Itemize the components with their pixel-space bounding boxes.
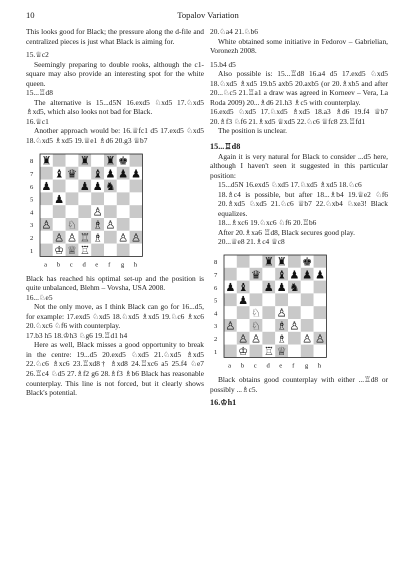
file-label: f	[108, 260, 111, 268]
chess-piece-d8: ♜	[263, 255, 274, 269]
chess-piece-f8: ♜	[105, 154, 116, 168]
chess-piece-h7: ♟	[130, 166, 142, 180]
move-line: 20.♘a4 21.♘b6	[210, 27, 258, 36]
board-square	[224, 345, 237, 358]
file-label: a	[44, 260, 48, 268]
chess-piece-e3: ♗	[92, 218, 103, 232]
chess-piece-e1: ♕	[276, 345, 287, 359]
board-square	[78, 166, 91, 179]
board-square	[104, 205, 117, 218]
chess-piece-e8: ♜	[276, 255, 287, 269]
chess-piece-a6: ♟	[41, 179, 52, 193]
board-square	[117, 205, 130, 218]
chess-piece-e4: ♙	[276, 306, 287, 320]
board-square	[314, 293, 327, 306]
chess-piece-c3: ♘	[66, 218, 78, 232]
move-line: 16.♕c1	[26, 116, 49, 126]
chess-board	[26, 152, 150, 270]
rank-label: 3	[30, 221, 34, 229]
board-square	[40, 205, 53, 218]
chess-piece-e6: ♟	[276, 281, 287, 295]
chess-piece-c2: ♙	[66, 230, 78, 244]
chess-piece-g2: ♙	[118, 230, 129, 244]
running-title: Topalov Variation	[177, 10, 239, 20]
rank-label: 4	[214, 310, 218, 318]
board-square	[91, 192, 104, 205]
paragraph: After 20.♗xa6 ♖d8, Black secures good play.	[218, 227, 355, 237]
file-label: a	[228, 362, 232, 370]
left-column	[26, 27, 204, 398]
chess-piece-a6: ♟	[225, 281, 236, 295]
file-label: h	[133, 260, 137, 268]
paragraph: This looks good for Black; the pressure along the d-file and centralized pieces is just what Black is aiming for.	[26, 27, 204, 46]
board-square	[288, 306, 301, 319]
board-square	[130, 243, 143, 256]
board-square	[224, 293, 237, 306]
board-square	[262, 306, 275, 319]
rank-label: 5	[30, 196, 34, 204]
board-square	[301, 293, 314, 306]
chess-piece-b2: ♙	[54, 230, 65, 244]
board-square	[130, 192, 143, 205]
chess-piece-c7: ♛	[250, 268, 262, 282]
chess-piece-g7: ♟	[118, 166, 129, 180]
paragraph: Again it is very natural for Black to consider ...d5 here, although I haven't seen it suggested in this particular position:	[210, 151, 388, 180]
file-label: e	[279, 362, 283, 370]
chess-piece-a3: ♙	[41, 218, 52, 232]
chess-piece-e7: ♝	[92, 166, 103, 180]
board-square	[288, 345, 301, 358]
chess-piece-c3: ♘	[250, 319, 262, 333]
board-square	[262, 293, 275, 306]
file-label: d	[82, 260, 86, 268]
board-square	[104, 243, 117, 256]
board-square	[91, 243, 104, 256]
board-square	[117, 192, 130, 205]
board-square	[130, 205, 143, 218]
chess-piece-h2: ♙	[130, 230, 142, 244]
board-square	[250, 255, 263, 268]
move-line: 18...♗xc6 19.♘xc6 ♘f6 20.♖b6	[218, 218, 317, 228]
chess-piece-d8: ♜	[79, 154, 90, 168]
chess-piece-b5: ♟	[238, 293, 249, 307]
chess-piece-g8: ♚	[302, 255, 313, 269]
chess-piece-e2: ♗	[276, 332, 287, 346]
file-label: f	[292, 362, 295, 370]
file-label: c	[69, 260, 73, 268]
board-square	[301, 319, 314, 332]
move-line: 15.♕c2	[26, 50, 49, 60]
paragraph: Not the only move, as I think Black can go for 16...d5, for example: 17.exd5 ♘xd5 18.♘xd5 ♗xd5 19.♘c6 ♗xc6 20.♘xc6 ♘f6 with counterplay.	[26, 302, 204, 331]
board-square	[66, 179, 79, 192]
file-label: d	[266, 362, 270, 370]
board-square	[104, 192, 117, 205]
file-label: g	[304, 362, 309, 370]
board-square	[250, 293, 263, 306]
move-line: 20...♕e8 21.♗c4 ♕c8	[218, 237, 285, 247]
rank-label: 8	[214, 259, 218, 267]
chess-piece-e7: ♝	[276, 268, 287, 282]
move-heading: 16.♔h1	[210, 398, 237, 408]
chess-piece-f3: ♙	[105, 218, 116, 232]
chess-piece-b2: ♙	[238, 332, 249, 346]
chess-piece-h7: ♟	[314, 268, 326, 282]
board-square	[66, 205, 79, 218]
board-square	[40, 192, 53, 205]
board-square	[53, 218, 66, 231]
chess-piece-g2: ♙	[302, 332, 313, 346]
rank-label: 6	[30, 183, 34, 191]
board-square	[275, 293, 288, 306]
chess-diagram	[26, 152, 204, 270]
board-square	[314, 306, 327, 319]
rank-label: 3	[214, 323, 218, 331]
board-square	[314, 281, 327, 294]
board-square	[117, 243, 130, 256]
board-square	[237, 268, 250, 281]
paragraph: The alternative is 15...d5N 16.exd5 ♘xd5 17.♘xd5 ♗xd5, which also looks not bad for Black.	[26, 97, 204, 117]
chess-piece-d6: ♟	[79, 179, 90, 193]
move-line: 17.b3 h5 18.♔h3 ♘g6 19.♖d1 h4	[26, 330, 128, 340]
chess-piece-e6: ♟	[92, 179, 103, 193]
board-square	[40, 230, 53, 243]
board-square	[250, 345, 263, 358]
paragraph: Another approach would be: 16.♕fc1 d5 17.exd5 ♘xd5 18.♘xd5 ♗xd5 19.♕e1 ♗d6 20.g3 ♕b7	[26, 126, 204, 146]
board-square	[78, 205, 91, 218]
board-square	[53, 179, 66, 192]
board-square	[250, 281, 263, 294]
board-square	[78, 192, 91, 205]
paragraph: Black has reached his optimal set-up and the position is quite unbalanced, Blehm – Vovsha, USA 2008.	[26, 273, 204, 293]
rank-label: 6	[214, 284, 218, 292]
file-label: b	[56, 260, 61, 268]
move-line: 16.exd5 ♘xd5 17.♘xd5 ♗xd5 18.a3 ♗d6 19.f4 ♕b7 20.♗f3 ♘f6 21.♗xd5 ♕xd5 22.♘c6 ♕fc8 23.♖fd1	[210, 107, 388, 126]
chess-piece-b7: ♝	[54, 166, 65, 180]
chess-piece-g7: ♟	[302, 268, 313, 282]
board-square	[78, 218, 91, 231]
rank-label: 2	[214, 336, 218, 344]
chess-piece-f7: ♟	[105, 166, 116, 180]
rank-label: 5	[214, 297, 218, 305]
right-column	[210, 27, 388, 408]
board-square	[288, 332, 301, 345]
chess-piece-d6: ♟	[263, 281, 274, 295]
file-label: b	[240, 362, 245, 370]
paragraph: Black obtains good counterplay with either ...♖d8 or possibly ...♗c5.	[210, 375, 388, 394]
rank-label: 1	[214, 348, 218, 356]
chess-piece-d1: ♖	[263, 345, 274, 359]
board-square	[314, 255, 327, 268]
board-square	[66, 154, 79, 167]
chess-piece-c7: ♛	[66, 166, 78, 180]
board-square	[130, 218, 143, 231]
chess-piece-f7: ♟	[289, 268, 300, 282]
chess-piece-b1: ♔	[238, 345, 249, 359]
board-square	[288, 255, 301, 268]
chess-piece-d1: ♖	[79, 243, 90, 257]
board-square	[237, 319, 250, 332]
rank-label: 7	[30, 170, 34, 178]
board-square	[314, 345, 327, 358]
board-square	[53, 205, 66, 218]
board-square	[40, 243, 53, 256]
chess-piece-e4: ♙	[92, 205, 103, 219]
board-square	[53, 154, 66, 167]
board-square	[224, 268, 237, 281]
board-square	[117, 218, 130, 231]
move-line: 15.b4 d5	[210, 59, 236, 69]
chess-piece-c2: ♙	[250, 332, 262, 346]
chess-piece-b6: ♝	[238, 281, 249, 295]
file-label: c	[253, 362, 257, 370]
chess-piece-d2: ♖	[79, 230, 90, 244]
board-square	[262, 319, 275, 332]
move-heading: 15...♖d8	[210, 142, 241, 152]
rank-label: 1	[30, 247, 34, 255]
chess-piece-a8: ♜	[41, 154, 52, 168]
paragraph: The position is unclear.	[218, 126, 287, 136]
chess-piece-g8: ♚	[118, 154, 129, 168]
file-label: g	[120, 260, 125, 268]
paragraph: Here as well, Black misses a good opportunity to break in the centre: 19...d5 20.exd5 ♘xd5 21.♘xd5 ♗xd5 22.♘c6 ♗xc6 23.♖xd8† ♗xd8 24.♖xc6 a5 25.f4 ♘e7 26.♖c4 ♘d5 27.♗f2 g6 28.♗f3 ♗b6 Black has reasonable counterplay. This line is not forced, but it clearly shows Black's potential.	[26, 340, 204, 398]
paragraph: White obtained some initiative in Fedorov – Gabrielian, Voronezh 2008.	[210, 36, 388, 56]
chess-board	[210, 253, 334, 371]
board-square	[288, 293, 301, 306]
chess-piece-f6: ♞	[105, 179, 116, 193]
board-square	[130, 179, 143, 192]
rank-label: 4	[30, 208, 34, 216]
chess-diagram	[210, 253, 388, 371]
rank-label: 7	[214, 272, 218, 280]
board-square	[237, 306, 250, 319]
page-number: 10	[26, 10, 35, 20]
board-square	[91, 154, 104, 167]
move-line: 16...♘e5	[26, 292, 53, 302]
board-square	[314, 319, 327, 332]
move-line: 15...d5N 16.exd5 ♘xd5 17.♘xd5 ♗xd5 18.♘c6	[218, 180, 362, 190]
board-square	[117, 179, 130, 192]
board-square	[224, 255, 237, 268]
chess-piece-e3: ♗	[276, 319, 287, 333]
chess-piece-e2: ♗	[92, 230, 103, 244]
board-square	[224, 306, 237, 319]
rank-label: 2	[30, 234, 34, 242]
rank-label: 8	[30, 157, 34, 165]
chess-piece-b1: ♔	[54, 243, 65, 257]
board-square	[301, 281, 314, 294]
board-square	[262, 332, 275, 345]
chess-piece-f6: ♞	[289, 281, 300, 295]
board-square	[130, 154, 143, 167]
board-square	[301, 345, 314, 358]
board-square	[262, 268, 275, 281]
chess-piece-c4: ♘	[250, 306, 262, 320]
chess-piece-f3: ♙	[289, 319, 300, 333]
board-square	[40, 166, 53, 179]
chess-piece-a3: ♙	[225, 319, 236, 333]
file-label: e	[95, 260, 99, 268]
board-square	[301, 306, 314, 319]
board-square	[237, 255, 250, 268]
paragraph: Also possible is: 15...♖d8 16.a4 d5 17.exd5 ♘xd5 18.♘xd5 ♗xd5 19.b5 axb5 20.axb5 (or 20.♗xb5 and after 20...♘c5 21.♖a1 a draw was agreed in Korneev – Vera, La Roda 2009) 20...♗d6 21.h3 ♗c5 with counterplay.	[210, 69, 388, 107]
move-line: 15...♖d8	[26, 88, 53, 98]
board-square	[66, 192, 79, 205]
chess-piece-c1: ♕	[66, 243, 78, 257]
board-square	[104, 230, 117, 243]
chess-piece-b5: ♟	[54, 192, 65, 206]
file-label: h	[317, 362, 321, 370]
board-square	[224, 332, 237, 345]
chess-piece-h2: ♙	[314, 332, 326, 346]
paragraph: Seemingly preparing to double rooks, although the c1-square may also provide an interesting spot for the white queen.	[26, 59, 204, 88]
paragraph: 18.♗c4 is possible, but after 18...♗b4 19.♕e2 ♘f6 20.♗xd5 ♘xd5 21.♘c6 ♕b7 22.♘xb4 ♘xe3! Black equalizes.	[218, 189, 388, 218]
